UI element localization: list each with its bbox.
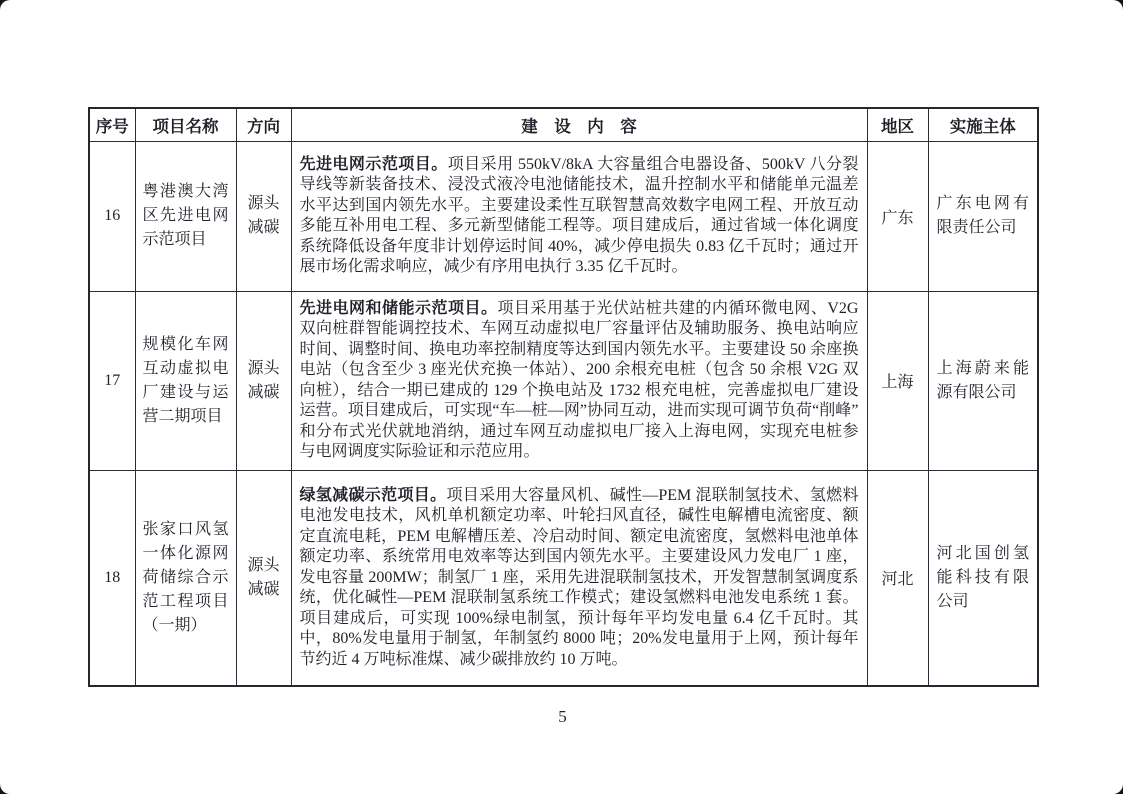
project-name-cell: 粤港澳大湾区先进电网示范项目 [135, 141, 236, 291]
project-name-cell: 规模化车网互动虚拟电厂建设与运营二期项目 [135, 291, 236, 470]
direction-cell: 源头减碳 [236, 291, 291, 470]
content-lead-text: 先进电网和储能示范项目。 [299, 299, 498, 317]
header-direction: 方向 [236, 108, 291, 141]
content-cell [291, 291, 867, 470]
content-cell [291, 470, 867, 686]
header-project-name: 项目名称 [135, 108, 236, 141]
entity-cell: 河北国创氢能科技有限公司 [928, 470, 1038, 686]
region-cell: 广东 [867, 141, 928, 291]
content-body-text: 项目采用基于光伏站桩共建的内循环微电网、V2G 双向桩群智能调控技术、车网互动虚拟电厂容量评估及辅助服务、换电站响应时间、调整时间、换电功率控制精度等达到国内领先水平。主要建设 50 余座换电站（包含至少 3 座光伏充换一体站）、200 余根充电桩（包含 50 余根 V2G 双向桩），结合一期已建成的 129 个换电站及 1732 根充电桩，完善虚拟电厂建设运营。项目建成后，可实现“车—桩—网”协同互动，进而实现可调节负荷“削峰”和分布式光伏就地消纳，通过车网互动虚拟电厂接入上海电网，实现充电桩参与电网调度实际验证和示范应用。 [299, 299, 859, 460]
header-content: 建 设 内 容 [291, 108, 867, 141]
header-entity: 实施主体 [928, 108, 1038, 141]
table-row [89, 141, 1038, 291]
page-number: 5 [558, 707, 567, 726]
table-header-row [89, 108, 1038, 141]
entity-cell: 上海蔚来能源有限公司 [928, 291, 1038, 470]
direction-cell: 源头减碳 [236, 141, 291, 291]
header-region: 地区 [867, 108, 928, 141]
content-cell [291, 141, 867, 291]
region-cell: 河北 [867, 470, 928, 686]
content-lead-text: 绿氢减碳示范项目。 [299, 486, 447, 504]
table-row [89, 470, 1038, 686]
entity-cell: 广东电网有限责任公司 [928, 141, 1038, 291]
seq-cell: 17 [89, 291, 135, 470]
content-body-text: 项目采用 550kV/8kA 大容量组合电器设备、500kV 八分裂导线等新装备技术、浸没式液冷电池储能技术，温升控制水平和储能单元温差水平达到国内领先水平。主要建设柔性互联智慧高效数字电网工程、开放互动多能互补用电工程、多元新型储能工程等。项目建成后，通过省域一体化调度系统降低设备年度非计划停运时间 40%，减少停电损失 0.83 亿千瓦时；通过开展市场化需求响应，减少有序用电执行 3.35 亿千瓦时。 [299, 155, 859, 275]
direction-cell: 源头减碳 [236, 470, 291, 686]
seq-cell: 18 [89, 470, 135, 686]
table-row [89, 291, 1038, 470]
seq-cell: 16 [89, 141, 135, 291]
project-name-cell: 张家口风氢一体化源网荷储综合示范工程项目（一期） [135, 470, 236, 686]
header-seq: 序号 [89, 108, 135, 141]
content-body-text: 项目采用大容量风机、碱性—PEM 混联制氢技术、氢燃料电池发电技术，风机单机额定功率、叶轮扫风直径，碱性电解槽电流密度、额定直流电耗，PEM 电解槽压差、冷启动时间、额定电流密度，氢燃料电池单体额定功率、系统常用电效率等达到国内领先水平。主要建设风力发电厂 1 座，发电容量 200MW；制氢厂 1 座，采用先进混联制氢技术，开发智慧制氢调度系统，优化碱性—PEM 混联制氢系统工作模式；建设氢燃料电池发电系统 1 套。项目建成后，可实现 100%绿电制氢，预计每年平均发电量 6.4 亿千瓦时。其中，80%发电量用于制氢，年制氢约 8000 吨；20%发电量用于上网，预计每年节约近 4 万吨标准煤、减少碳排放约 10 万吨。 [299, 486, 859, 668]
region-cell: 上海 [867, 291, 928, 470]
content-lead-text: 先进电网示范项目。 [299, 155, 448, 173]
projects-table [88, 107, 1039, 687]
